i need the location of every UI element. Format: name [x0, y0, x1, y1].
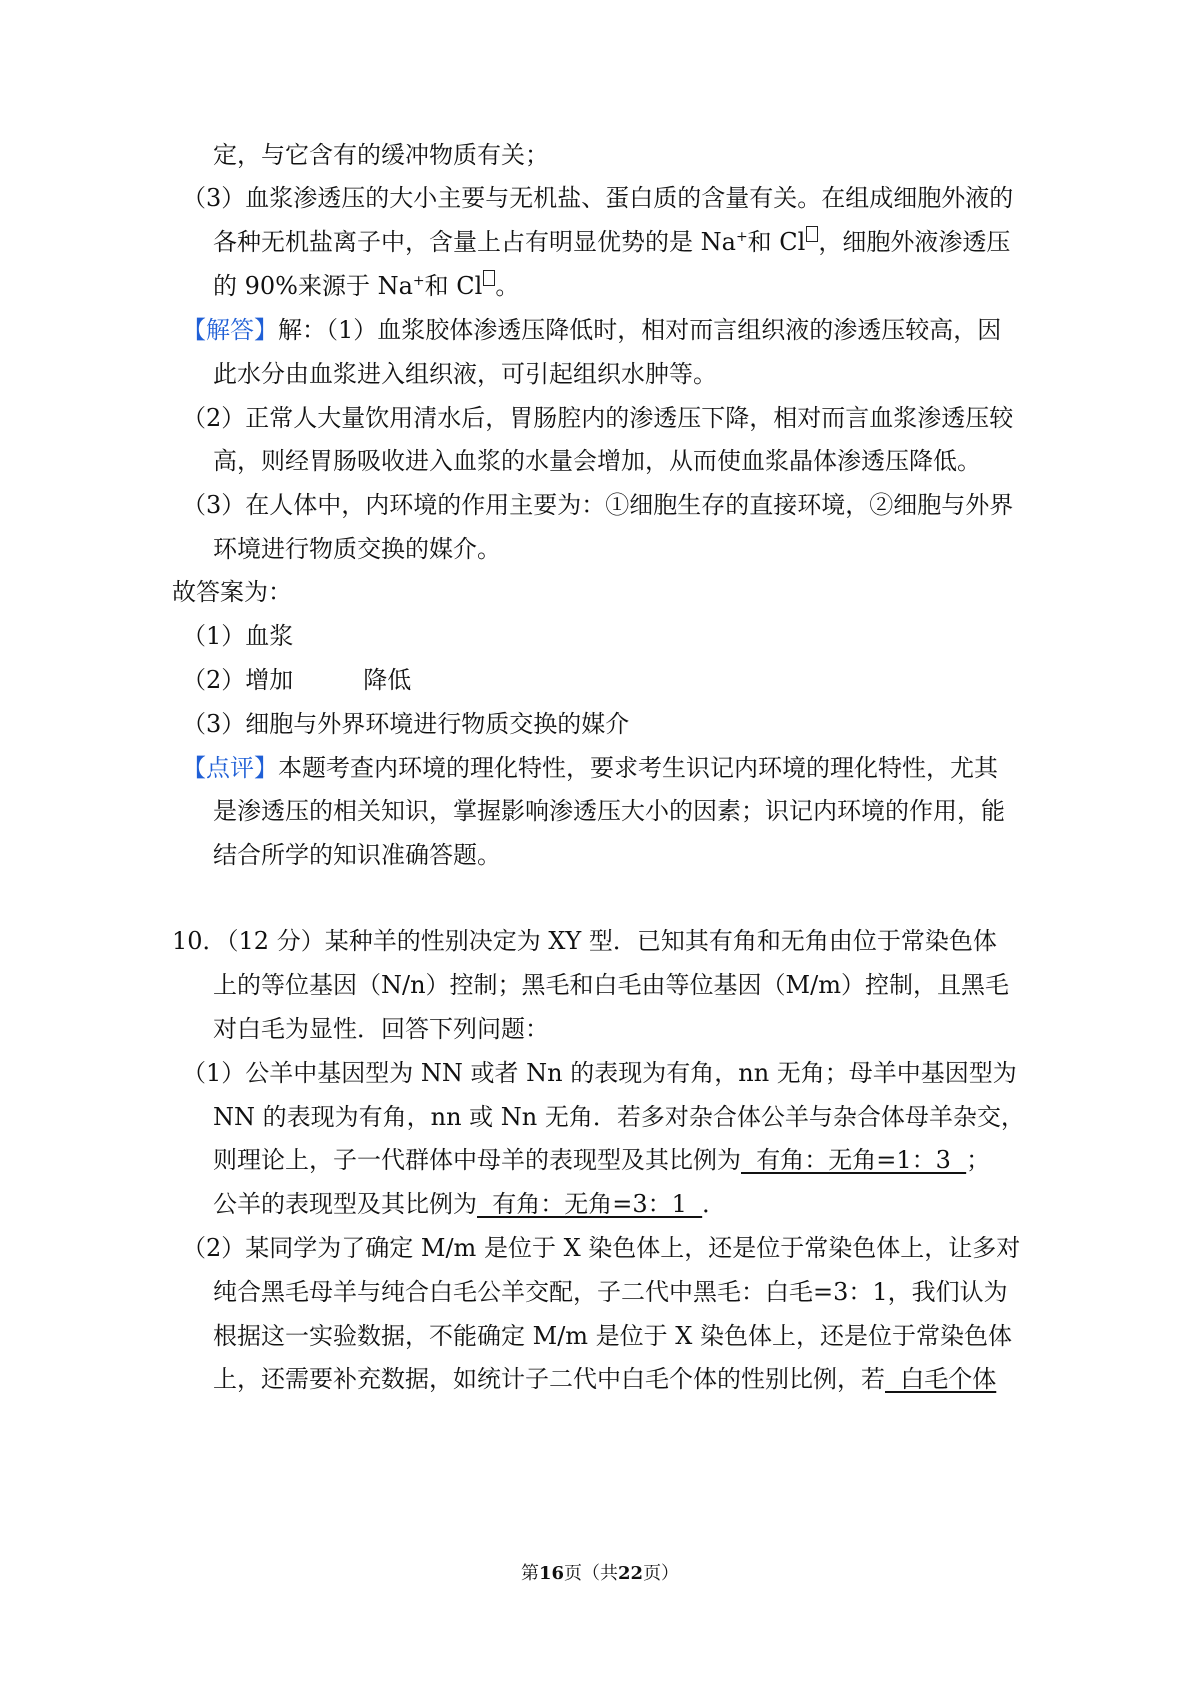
text-segment: ；	[966, 1146, 991, 1174]
text-line: （1）公羊中基因型为 NN 或者 Nn 的表现为有角，nn 无角；母羊中基因型为	[182, 1059, 1017, 1087]
text-segment: 解：（1）血浆胶体渗透压降低时，相对而言组织液的渗透压较高，因	[278, 316, 1002, 344]
text-segment: 本题考查内环境的理化特性，要求考生识记内环境的理化特性，尤其	[278, 754, 998, 782]
text-line: 上的等位基因（N/n）控制；黑毛和白毛由等位基因（M/m）控制，且黑毛	[213, 971, 1009, 999]
text-segment: ，细胞外液渗透压	[818, 228, 1011, 256]
comment-tag: 【点评】	[182, 754, 278, 782]
text-line	[213, 1362, 1200, 1396]
answer-underline: 白毛个体	[885, 1365, 997, 1393]
text-line: 此水分由血浆进入组织液，可引起组织水肿等。	[213, 360, 717, 388]
text-line: （3）在人体中，内环境的作用主要为：①细胞生存的直接环境，②细胞与外界	[182, 491, 1014, 519]
text-line: NN 的表现为有角，nn 或 Nn 无角．若多对杂合体公羊与杂合体母羊杂交，	[213, 1103, 1025, 1131]
text-line: 根据这一实验数据，不能确定 M/m 是位于 X 染色体上，还是位于常染色体	[213, 1322, 1013, 1350]
answer-underline: 有角：无角=3：1	[477, 1190, 703, 1218]
footer-text: 页（共	[564, 1563, 618, 1584]
text-line: 环境进行物质交换的媒介。	[213, 535, 501, 563]
text-line: 定，与它含有的缓冲物质有关；	[213, 141, 549, 169]
text-segment: ．	[702, 1190, 727, 1218]
question-line: 10．（12 分）某种羊的性别决定为 XY 型．已知其有角和无角由位于常染色体	[172, 927, 997, 955]
text-line: 高，则经胃肠吸收进入血浆的水量会增加，从而使血浆晶体渗透压降低。	[213, 447, 981, 475]
text-segment: 和 Cl	[747, 228, 806, 256]
answer-line	[182, 313, 1200, 347]
text-line	[182, 663, 1200, 697]
text-line: 对白毛为显性．回答下列问题：	[213, 1015, 549, 1043]
text-segment: 的 90%来源于 Na	[213, 272, 413, 300]
footer-text: 第	[520, 1563, 539, 1584]
page-footer	[0, 1562, 1200, 1586]
text-line	[213, 1143, 1200, 1177]
text-line: 故答案为：	[172, 578, 292, 606]
text-line	[213, 225, 1200, 259]
text-line	[213, 269, 1200, 303]
text-segment: 则理论上，子一代群体中母羊的表现型及其比例为	[213, 1146, 741, 1174]
text-segment: 降低	[363, 666, 412, 694]
text-line: 是渗透压的相关知识，掌握影响渗透压大小的因素；识记内环境的作用，能	[213, 797, 1005, 825]
missing-glyph-icon	[483, 270, 495, 286]
answer-underline: 有角：无角=1：3	[741, 1146, 967, 1174]
text-line: （2）正常人大量饮用清水后，胃肠腔内的渗透压下降，相对而言血浆渗透压较	[182, 404, 1014, 432]
text-segment: 上，还需要补充数据，如统计子二代中白毛个体的性别比例，若	[213, 1365, 885, 1393]
text-segment: （2）增加	[182, 666, 294, 694]
missing-glyph-icon	[806, 226, 818, 242]
text-line: （1）血浆	[182, 622, 294, 650]
superscript: +	[412, 273, 425, 289]
text-line: 纯合黑毛母羊与纯合白毛公羊交配，子二代中黑毛：白毛=3：1，我们认为	[213, 1278, 1008, 1306]
footer-text: 页）	[643, 1563, 680, 1584]
text-line: （2）某同学为了确定 M/m 是位于 X 染色体上，还是位于常染色体上，让多对	[182, 1234, 1021, 1262]
text-segment: 公羊的表现型及其比例为	[213, 1190, 477, 1218]
text-line: 结合所学的知识准确答题。	[213, 841, 501, 869]
answer-tag: 【解答】	[182, 316, 278, 344]
text-segment: 。	[495, 272, 520, 300]
superscript: +	[735, 229, 748, 245]
comment-line	[182, 751, 1200, 785]
text-line	[213, 1187, 1200, 1221]
text-line: （3）血浆渗透压的大小主要与无机盐、蛋白质的含量有关。在组成细胞外液的	[182, 184, 1014, 212]
text-line: （3）细胞与外界环境进行物质交换的媒介	[182, 710, 630, 738]
text-segment: 和 Cl	[424, 272, 483, 300]
text-segment: 各种无机盐离子中，含量上占有明显优势的是 Na	[213, 228, 736, 256]
page-number: 16	[538, 1563, 564, 1584]
page-total: 22	[618, 1563, 644, 1584]
